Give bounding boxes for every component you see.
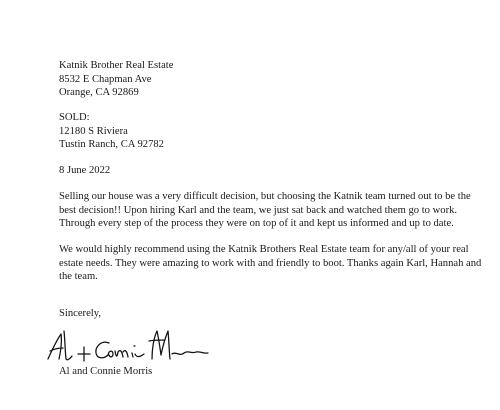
sender-city-line: Orange, CA 92869: [59, 87, 139, 98]
sender-address: [59, 59, 479, 100]
sold-property-address: [59, 111, 479, 152]
sold-city-line: Tustin Ranch, CA 92782: [59, 139, 164, 150]
printed-name-text: Al and Connie Morris: [59, 366, 153, 377]
body-paragraph-2: [59, 243, 487, 284]
handwritten-signature: [44, 326, 224, 370]
sold-street: 12180 S Riviera: [59, 125, 128, 137]
sender-name: Katnik Brother Real Estate: [59, 60, 174, 71]
date-text: 8 June 2022: [59, 165, 111, 176]
sender-street: 8532 E Chapman Ave: [59, 73, 152, 85]
closing-text: Sincerely,: [59, 308, 101, 319]
closing: [59, 307, 479, 321]
sold-label: SOLD:: [59, 112, 90, 123]
letter-date: [59, 164, 479, 178]
body-paragraph-1: [59, 190, 487, 231]
paragraph-1-text: Selling our house was a very difficult decision, but choosing the Katnik team turned out to be the best decision!! Upon hiring Karl and the team, we just sat back and watched them go to work. Through every step of the process they were on top of it and kept us informed and up to date.: [59, 191, 471, 229]
paragraph-2-text: We would highly recommend using the Katnik Brothers Real Estate team for any/all of your real estate needs. They were amazing to work with and friendly to boot. Thanks again Karl, Hannah and the team.: [59, 244, 482, 282]
printed-name: [59, 365, 479, 379]
